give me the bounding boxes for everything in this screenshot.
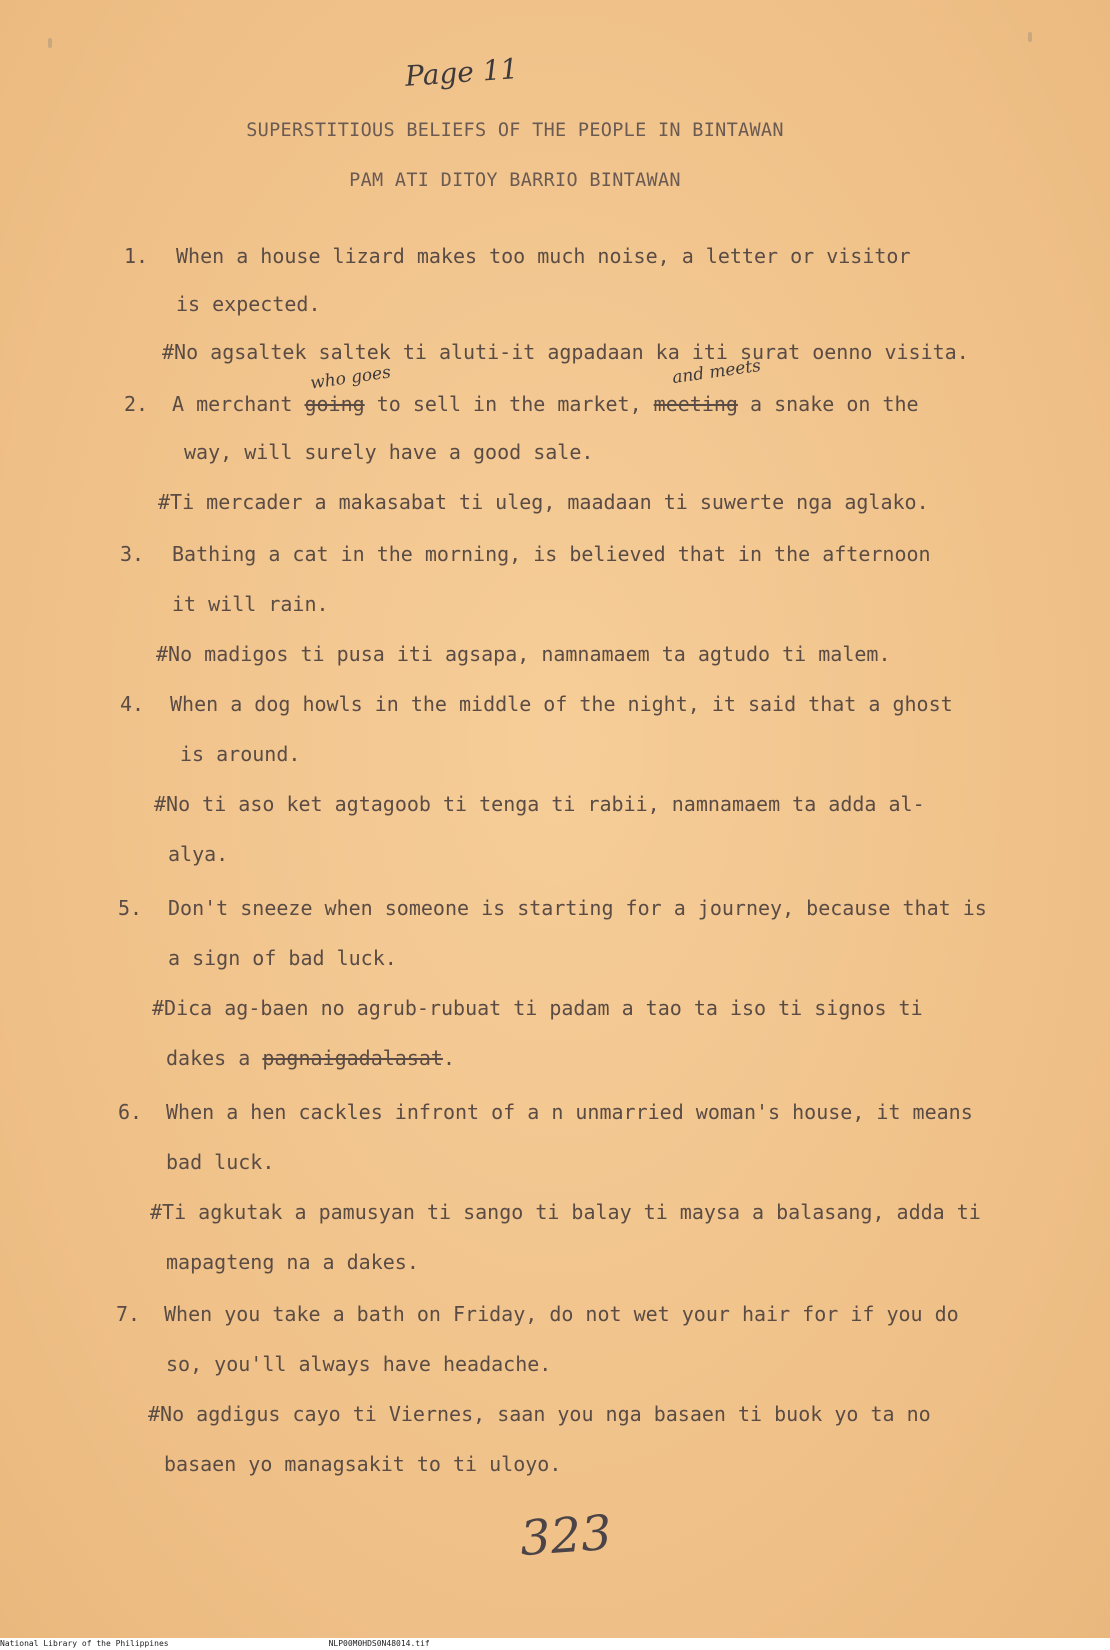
item-number: 3. xyxy=(120,542,145,566)
item-ilocano-line: dakes a pagnaigadalasat. xyxy=(166,1046,455,1070)
item-english-line: When a dog howls in the middle of the night, it said that a ghost xyxy=(170,692,953,716)
item-number: 1. xyxy=(124,244,149,268)
item-number: 2. xyxy=(124,392,149,416)
item-english-line: bad luck. xyxy=(166,1150,275,1174)
item-english-line: is around. xyxy=(180,742,301,766)
item-ilocano-line: #Ti agkutak a pamusyan ti sango ti balay ti maysa a balasang, adda ti xyxy=(150,1200,981,1224)
item-english-line: When a hen cackles infront of a n unmarried woman's house, it means xyxy=(166,1100,973,1124)
title-ilocano: PAM ATI DITOY BARRIO BINTAWAN xyxy=(349,170,681,191)
item-number: 6. xyxy=(118,1100,143,1124)
item-ilocano-line: alya. xyxy=(168,842,229,866)
title-english: SUPERSTITIOUS BELIEFS OF THE PEOPLE IN BINTAWAN xyxy=(246,120,784,141)
item-number: 7. xyxy=(116,1302,141,1326)
handwritten-insertion: and meets xyxy=(671,355,763,389)
item-english-line: Bathing a cat in the morning, is believed that in the afternoon xyxy=(172,542,931,566)
item-ilocano-line: basaen yo managsakit to ti uloyo. xyxy=(164,1452,562,1476)
item-ilocano-line: #No agdigus cayo ti Viernes, saan you nga basaen ti buok yo ta no xyxy=(148,1402,931,1426)
item-ilocano-line: #Ti mercader a makasabat ti uleg, maadaan ti suwerte nga aglako. xyxy=(158,490,929,514)
item-english-line: Don't sneeze when someone is starting for a journey, because that is xyxy=(168,896,987,920)
struck-word: meeting xyxy=(653,392,738,416)
item-english-line: is expected. xyxy=(176,292,321,316)
staple-mark xyxy=(1028,32,1032,42)
item-ilocano-line: mapagteng na a dakes. xyxy=(166,1250,419,1274)
item-english-line: When a house lizard makes too much noise, a letter or visitor xyxy=(176,244,911,268)
handwritten-page-label: Page 11 xyxy=(403,52,520,93)
item-english-line: A merchant going to sell in the market, meeting a snake on the xyxy=(172,392,919,416)
footer-source: National Library of the Philippines xyxy=(0,1639,169,1648)
staple-mark xyxy=(48,38,52,48)
handwritten-insertion: who goes xyxy=(309,362,393,394)
item-ilocano-line: #No ti aso ket agtagoob ti tenga ti rabii, namnamaem ta adda al- xyxy=(154,792,925,816)
item-ilocano-line: #Dica ag-baen no agrub-rubuat ti padam a tao ta iso ti signos ti xyxy=(152,996,923,1020)
item-ilocano-line: #No agsaltek saltek ti aluti-it agpadaan ka iti surat oenno visita. xyxy=(162,340,969,364)
struck-word: pagnaigadalasat xyxy=(262,1046,443,1070)
item-number: 5. xyxy=(118,896,143,920)
item-english-line: it will rain. xyxy=(172,592,329,616)
handwritten-page-number: 323 xyxy=(518,1504,614,1568)
item-english-line: When you take a bath on Friday, do not wet your hair for if you do xyxy=(164,1302,959,1326)
item-english-line: so, you'll always have headache. xyxy=(166,1352,552,1376)
item-english-line: a sign of bad luck. xyxy=(168,946,397,970)
item-number: 4. xyxy=(120,692,145,716)
item-english-line: way, will surely have a good sale. xyxy=(184,440,594,464)
archive-footer xyxy=(0,1638,1110,1650)
footer-filename: NLP00M0HDS0N48014.tif xyxy=(328,1639,430,1648)
item-ilocano-line: #No madigos ti pusa iti agsapa, namnamaem ta agtudo ti malem. xyxy=(156,642,891,666)
struck-word: going xyxy=(304,392,365,416)
